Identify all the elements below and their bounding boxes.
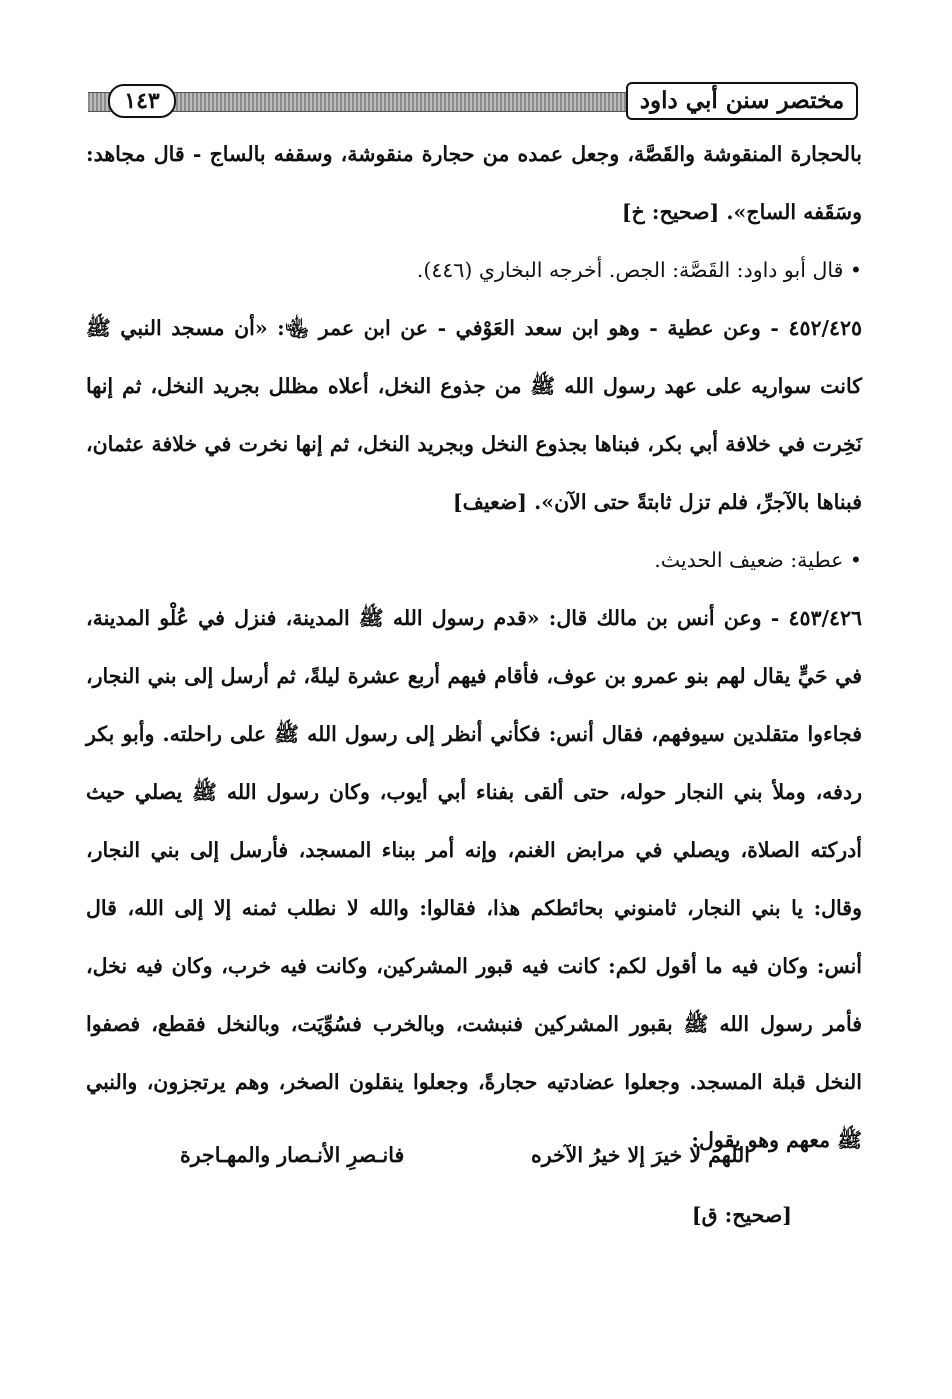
- paragraph-hadith-453: ٤٥٣/٤٢٦ - وعن أنس بن مالك قال: «قدم رسول الله ﷺ المدينة، فنزل في عُلْو المدينة، في حَيٍّ يقال لهم بنو عمرو بن عوف، فأقام فيهم أربع عشرة ليلةً، ثم أرسل إلى بني النجار، فجاءوا متقلدين سيوفهم، فقال أنس: فكأني أنظر إلى رسول الله ﷺ على راحلته. وأبو بكر ردفه، وملأ بني النجار حوله، حتى ألقى بفناء أبي أيوب، وكان رسول الله ﷺ يصلي حيث أدركته الصلاة، ويصلي في مرابض الغنم، وإنه أمر ببناء المسجد، فأرسل إلى بني النجار، وقال: يا بني النجار، ثامنوني بحائطكم هذا، فقالوا: والله لا نطلب ثمنه إلا إلى الله، قال أنس: وكان فيه ما أقول لكم: كانت فيه قبور المشركين، وكانت فيه خرب، وكان فيه نخل، فأمر رسول الله ﷺ بقبور المشركين فنبشت، وبالخرب فسُوِّيَت، وبالنخل فقطع، فصفوا النخل قبلة المسجد. وجعلوا عضادتيه حجارةً، وجعلوا ينقلون الصخر، وهم يرتجزون، والنبي ﷺ معهم وهو يقول:: [86, 606, 862, 1152]
- page-number: ١٤٣: [108, 84, 176, 118]
- poem-first-hemistich: اللهم لا خيرَ إلا خيرُ الآخره: [530, 1143, 750, 1167]
- poem-verse: [180, 1130, 750, 1180]
- paragraph-note-abu-dawud: • قال أبو داود: القَصَّة: الجص. أخرجه البخاري (٤٤٦).: [416, 258, 862, 282]
- paragraph-hadith-452: ٤٥٢/٤٢٥ - وعن عطية - وهو ابن سعد العَوْفي - عن ابن عمر ﵄: «أن مسجد النبي ﷺ كانت سواريه على عهد رسول الله ﷺ من جذوع النخل، أعلاه مظلل بجريد النخل، ثم إنها نَخِرت في خلافة أبي بكر، فبناها بجذوع النخل وبجريد النخل، ثم إنها نخرت في خلافة عثمان، فبناها بالآجرِّ، فلم تزل ثابتةً حتى الآن». [ضعيف]: [86, 316, 862, 514]
- poem-second-hemistich: فانـصرِ الأنـصار والمهـاجرة: [180, 1143, 405, 1167]
- book-title: مختصر سنن أبي داود: [626, 82, 858, 120]
- page-header: [88, 84, 858, 118]
- paragraph-note-atiyya: • عطية: ضعيف الحديث.: [654, 548, 862, 572]
- paragraph-continuation: بالحجارة المنقوشة والقَصَّة، وجعل عمده من حجارة منقوشة، وسقفه بالساج - قال مجاهد: وسَقَفه الساج». [صحيح: خ]: [86, 142, 862, 224]
- page-body: [86, 125, 862, 1169]
- hadith-grade: [صحيح: ق]: [691, 1203, 792, 1227]
